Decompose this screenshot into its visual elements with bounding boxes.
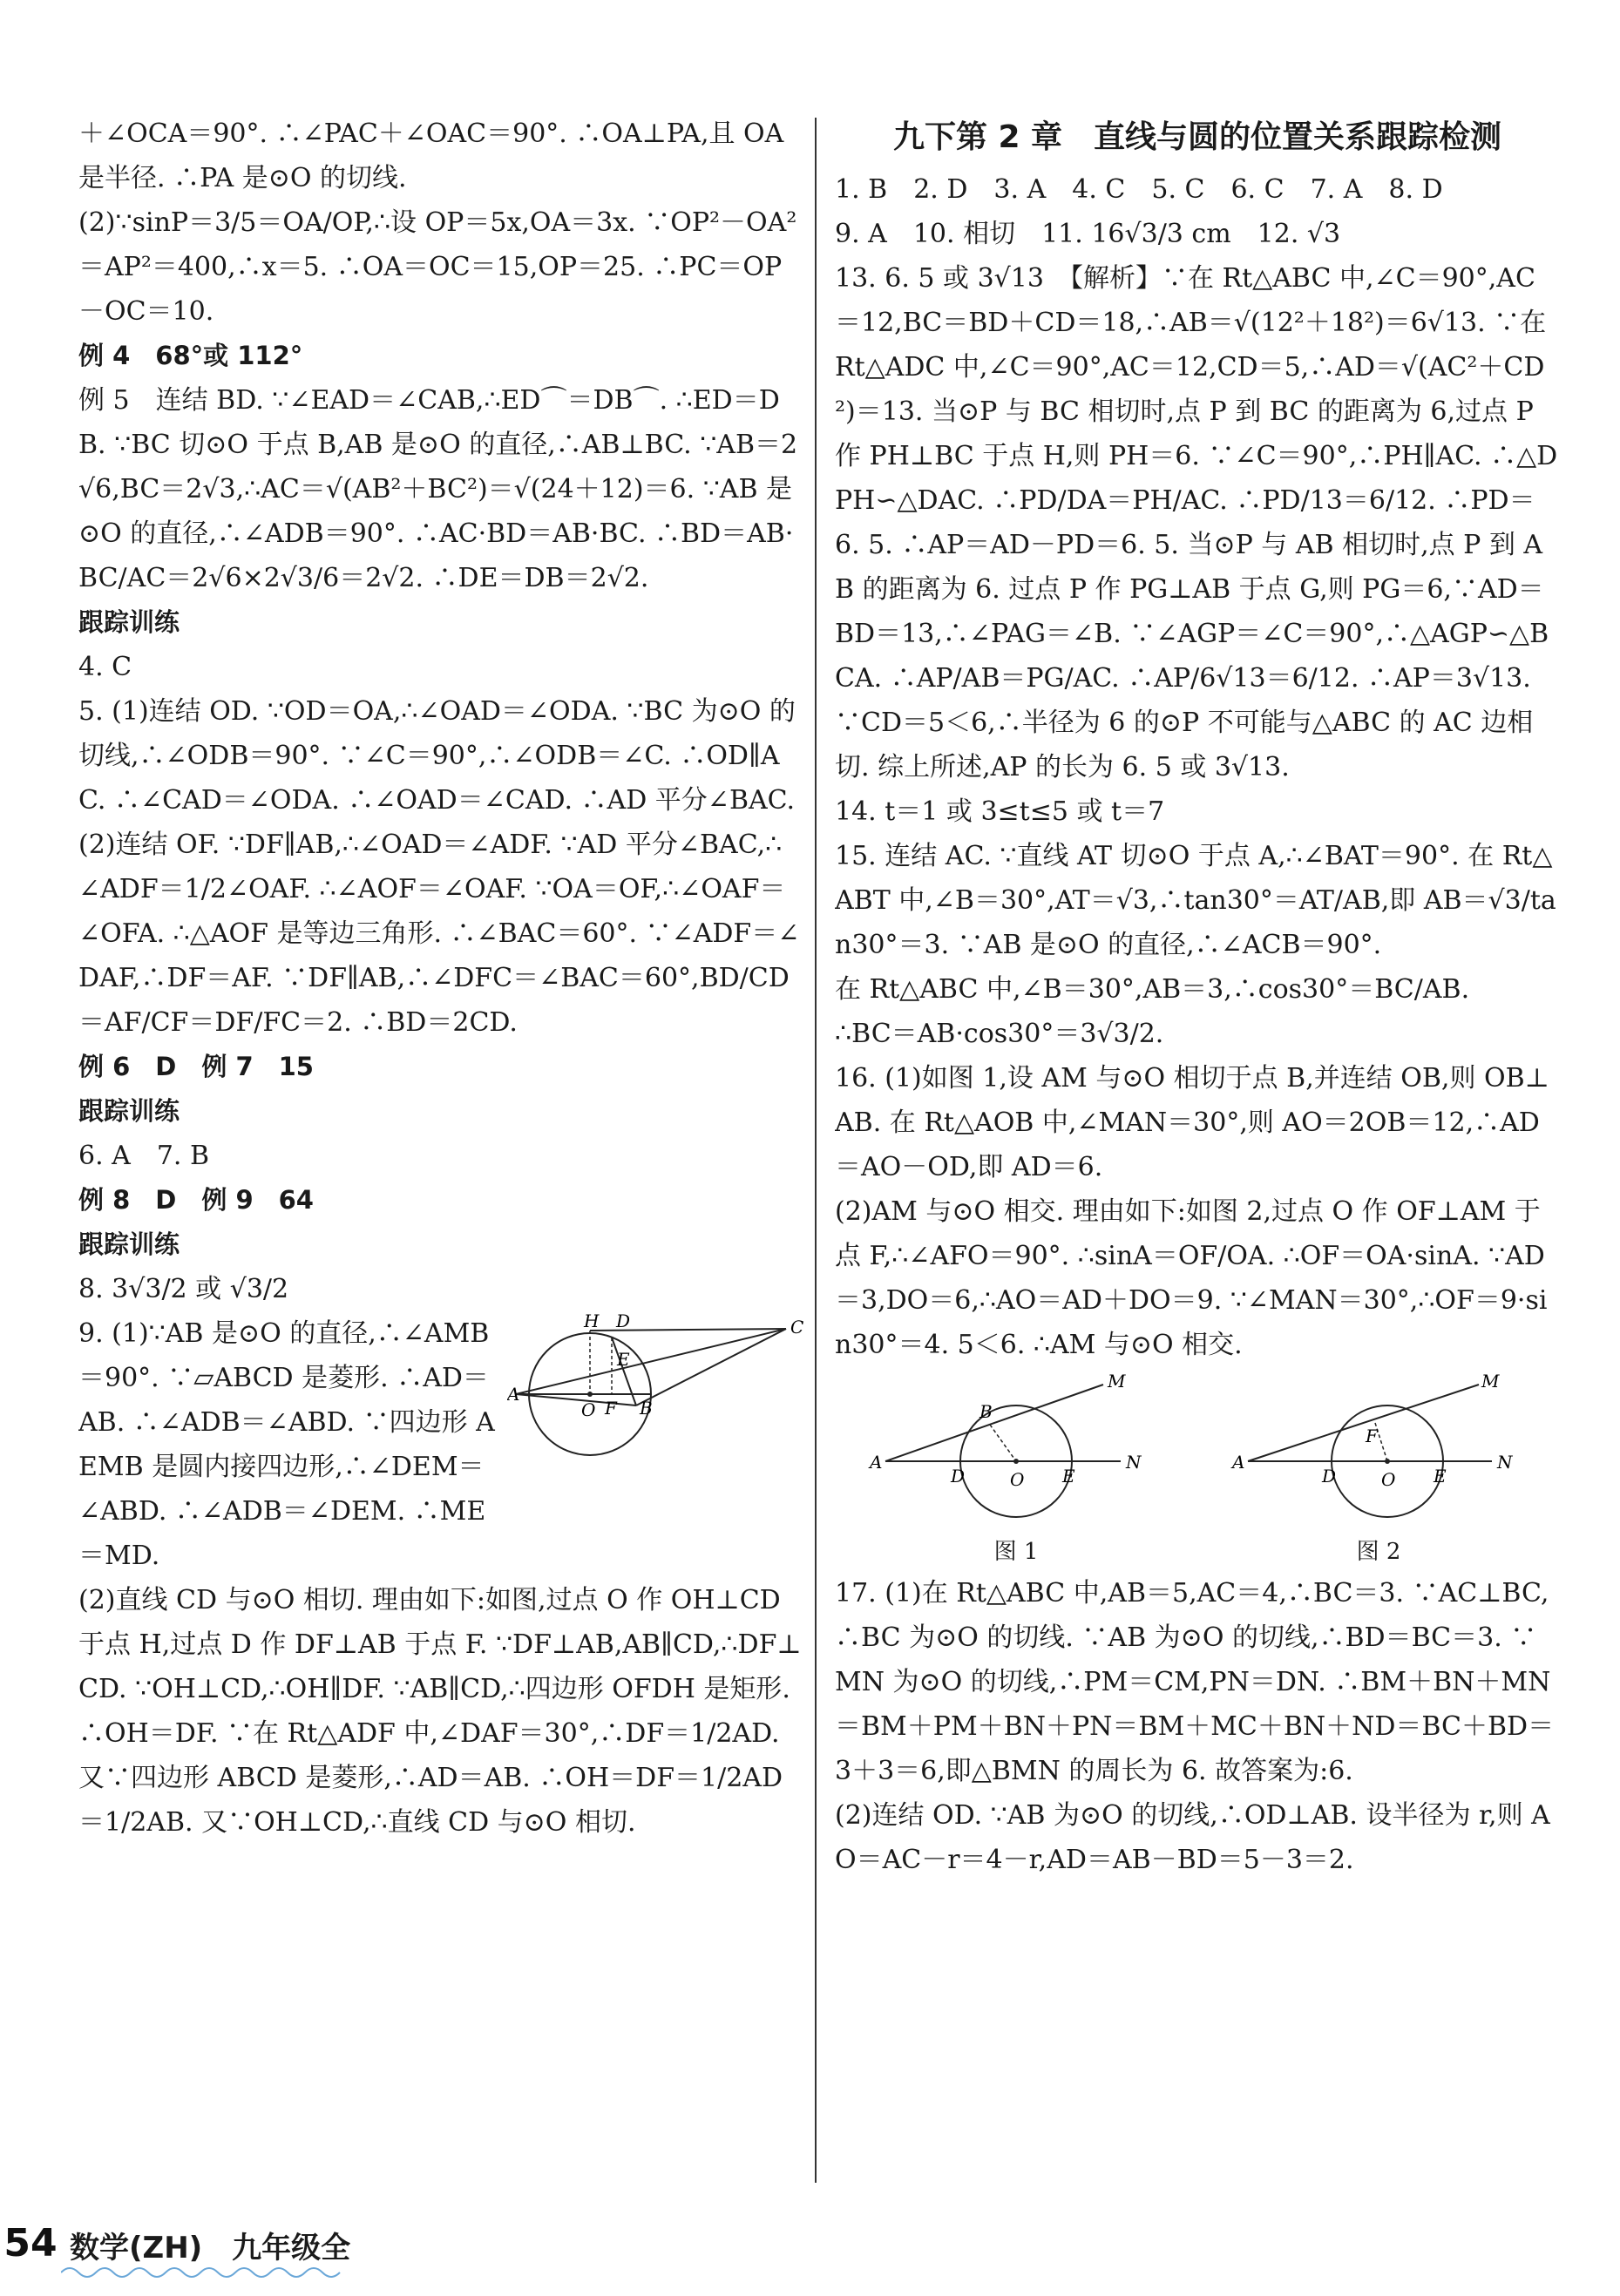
paragraph: ＋∠OCA＝90°. ∴∠PAC＋∠OAC＝90°. ∴OA⊥PA,且 OA 是半径. ∴PA 是⊙O 的切线. [78,119,784,193]
paragraph: 1. B 2. D 3. A 4. C 5. C 6. C 7. A 8. D [835,174,1443,205]
page-footer [0,2213,1620,2296]
example-heading: 例 4 68°或 112° [78,341,303,370]
column-divider [815,118,817,2183]
fig-label: O [581,1399,596,1420]
fig-label: M [1108,1374,1126,1392]
paragraph: 例 5 连结 BD. ∵∠EAD＝∠CAB,∴ED⌒＝DB⌒. ∴ED＝DB. ∵BC 切⊙O 于点 B,AB 是⊙O 的直径,∴AB⊥BC. ∵AB＝2√6,BC＝2√3,∴AC＝√(AB²＋BC²)＝√(24＋12)＝6. ∵AB 是⊙O 的直径,∴∠ADB＝90°. ∴AC·BD＝AB·BC. ∴BD＝AB·BC/AC＝2√6×2√3/6＝2√2. ∴DE＝DB＝2√2. [78,385,798,593]
figures-problem-16 [835,1374,1560,1568]
paragraph: 15. 连结 AC. ∵直线 AT 切⊙O 于点 A,∴∠BAT＝90°. 在 Rt△ABT 中,∠B＝30°,AT＝√3,∴tan30°＝AT/AB,即 AB＝√3/tan30°＝3. ∵AB 是⊙O 的直径,∴∠ACB＝90°. [835,841,1556,960]
book-subject: 数学(ZH) 九年级全 [70,2231,351,2266]
paragraph: (2)连结 OF. ∵DF∥AB,∴∠OAD＝∠ADF. ∵AD 平分∠BAC,∴∠ADF＝1/2∠OAF. ∴∠AOF＝∠OAF. ∵OA＝OF,∴∠OAF＝∠OFA. ∴△AOF 是等边三角形. ∴∠BAC＝60°. ∵∠ADF＝∠DAF,∴DF＝AF. ∵DF∥AB,∴∠DFC＝∠BAC＝60°,BD/CD＝AF/CF＝DF/FC＝2. ∴BD＝2CD. [78,830,800,1038]
fig-label: B [640,1398,653,1419]
left-column [78,112,803,2185]
fig-label: A [507,1384,520,1405]
fig-label: N [1126,1452,1142,1473]
paragraph: 6. A 7. B [78,1141,210,1171]
section-heading: 跟踪训练 [78,1229,180,1259]
paragraph: 4. C [78,652,132,682]
fig-label: E [617,1349,630,1370]
fig-label: O [1010,1469,1025,1490]
figure-problem-9 [507,1311,803,1500]
fig-label: E [1062,1466,1075,1487]
section-heading: 跟踪训练 [78,607,180,637]
decorative-wave [61,2264,349,2281]
fig-label: A [1232,1452,1245,1473]
fig-label: O [1381,1469,1396,1490]
fig-label: N [1497,1452,1513,1473]
paragraph: 14. t＝1 或 3≤t≤5 或 t＝7 [835,796,1165,827]
paragraph: (2)连结 OD. ∵AB 为⊙O 的切线,∴OD⊥AB. 设半径为 r,则 AO＝AC－r＝4－r,AD＝AB－BD＝5－3＝2. [835,1800,1550,1875]
example-heading: 例 8 D 例 9 64 [78,1185,314,1215]
paragraph: 5. (1)连结 OD. ∵OD＝OA,∴∠OAD＝∠ODA. ∵BC 为⊙O 的切线,∴∠ODB＝90°. ∵∠C＝90°,∴∠ODB＝∠C. ∴OD∥AC. ∴∠CAD＝∠ODA. ∴∠OAD＝∠CAD. ∴AD 平分∠BAC. [78,696,796,816]
fig-label: A [870,1452,883,1473]
paragraph: 8. 3√3/2 或 √3/2 [78,1274,289,1304]
fig-label: C [790,1317,803,1338]
fig-label: H [584,1311,600,1331]
figure-caption: 图 2 [1356,1539,1401,1565]
paragraph: 13. 6. 5 或 3√13 【解析】∵在 Rt△ABC 中,∠C＝90°,AC＝12,BC＝BD＋CD＝18,∴AB＝√(12²＋18²)＝6√13. ∵在 Rt△ADC 中,∠C＝90°,AC＝12,CD＝5,∴AD＝√(AC²＋CD²)＝13. 当⊙P 与 BC 相切时,点 P 到 BC 的距离为 6,过点 P 作 PH⊥BC 于点 H,则 PH＝6. ∵∠C＝90°,∴PH∥AC. ∴△DPH∽△DAC. ∴PD/DA＝PH/AC. ∴PD/13＝6/12. ∴PD＝6. 5. ∴AP＝AD－PD＝6. 5. 当⊙P 与 AB 相切时,点 P 到 AB 的距离为 6. 过点 P 作 PG⊥AB 于点 G,则 PG＝6,∵AD＝BD＝13,∴∠PAG＝∠B. ∵∠AGP＝∠C＝90°,∴△AGP∽△BCA. ∴AP/AB＝PG/AC. ∴AP/6√13＝6/12. ∴AP＝3√13. ∵CD＝5＜6,∴半径为 6 的⊙P 不可能与△ABC 的 AC 边相切. 综上所述,AP 的长为 6. 5 或 3√13. [835,263,1558,782]
figure-1 [868,1374,1164,1568]
figure-caption: 图 1 [993,1539,1039,1565]
fig-label: D [951,1466,966,1487]
fig-label: F [1366,1426,1378,1446]
paragraph: 9. A 10. 相切 11. 16√3/3 cm 12. √3 [835,219,1341,249]
chapter-title: 九下第 2 章 直线与圆的位置关系跟踪检测 [892,119,1502,155]
right-column [835,112,1560,2185]
paragraph: 16. (1)如图 1,设 AM 与⊙O 相切于点 B,并连结 OB,则 OB⊥AB. 在 Rt△AOB 中,∠MAN＝30°,则 AO＝2OB＝12,∴AD＝AO－OD,即 AD＝6. [835,1063,1549,1182]
paragraph: (2)直线 CD 与⊙O 相切. 理由如下:如图,过点 O 作 OH⊥CD 于点 H,过点 D 作 DF⊥AB 于点 F. ∵DF⊥AB,AB∥CD,∴DF⊥CD. ∵OH⊥CD,∴OH∥DF. ∵AB∥CD,∴四边形 OFDH 是矩形. ∴OH＝DF. ∵在 Rt△ADF 中,∠DAF＝30°,∴DF＝1/2AD. 又∵四边形 ABCD 是菱形,∴AD＝AB. ∴OH＝DF＝1/2AD＝1/2AB. 又∵OH⊥CD,∴直线 CD 与⊙O 相切. [78,1585,802,1838]
fig-label: D [1322,1466,1337,1487]
paragraph: (2)AM 与⊙O 相交. 理由如下:如图 2,过点 O 作 OF⊥AM 于点 F,∴∠AFO＝90°. ∴sinA＝OF/OA. ∴OF＝OA·sinA. ∵AD＝3,DO＝6,∴AO＝AD＋DO＝9. ∵∠MAN＝30°,∴OF＝9·sin30°＝4. 5＜6. ∴AM 与⊙O 相交. [835,1196,1548,1360]
paragraph: 17. (1)在 Rt△ABC 中,AB＝5,AC＝4,∴BC＝3. ∵AC⊥BC,∴BC 为⊙O 的切线. ∵AB 为⊙O 的切线,∴BD＝BC＝3. ∵MN 为⊙O 的切线,∴PM＝CM,PN＝DN. ∴BM＋BN＋MN＝BM＋PM＋BN＋PN＝BM＋MC＋BN＋ND＝BC＋BD＝3＋3＝6,即△BMN 的周长为 6. 故答案为:6. [835,1578,1555,1786]
fig-label: F [605,1398,617,1419]
fig-label: B [979,1401,993,1422]
page-number: 54 [3,2221,58,2266]
paragraph: ∴BC＝AB·cos30°＝3√3/2. [835,1019,1164,1049]
fig-label: M [1481,1374,1500,1392]
example-heading: 例 6 D 例 7 15 [78,1052,314,1081]
paragraph: 在 Rt△ABC 中,∠B＝30°,AB＝3,∴cos30°＝BC/AB. [835,974,1470,1005]
paragraph: (2)∵sinP＝3/5＝OA/OP,∴设 OP＝5x,OA＝3x. ∵OP²－OA²＝AP²＝400,∴x＝5. ∴OA＝OC＝15,OP＝25. ∴PC＝OP－OC＝10. [78,207,797,327]
fig-label: E [1434,1466,1447,1487]
paragraph: 9. (1)∵AB 是⊙O 的直径,∴∠AMB＝90°. ∵▱ABCD 是菱形. ∴AD＝AB. ∴∠ADB＝∠ABD. ∵四边形 AEMB 是圆内接四边形,∴∠DEM＝∠ABD. ∴∠ADB＝∠DEM. ∴ME＝MD. [78,1318,495,1571]
figure-2 [1230,1374,1527,1568]
fig-label: D [616,1311,631,1331]
section-heading: 跟踪训练 [78,1096,180,1126]
